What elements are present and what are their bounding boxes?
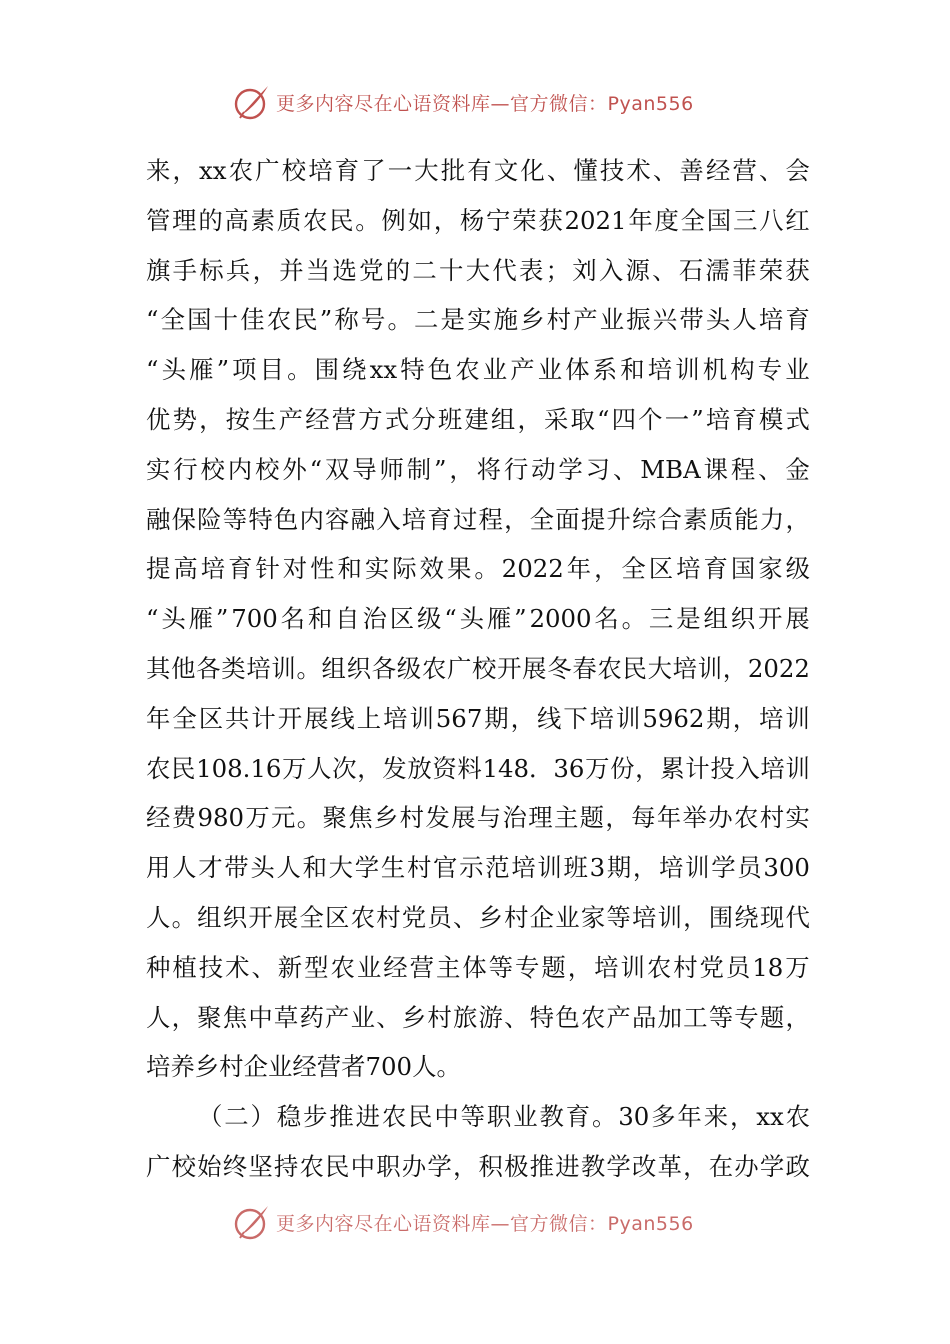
document-body xyxy=(146,146,810,1192)
text-line: 培养乡村企业经营者700人。 xyxy=(146,1052,461,1082)
watermark-footer xyxy=(232,1202,694,1242)
text-line: 实 行 校 内 校 外 “ 双 导 师 制 ” ， 将 行 动 学 习 、 MBA 课 程 、 金 xyxy=(146,454,810,484)
text-line: 融 保 险 等 特 色 内 容 融 入 培 育 过 程 ， 全 面 提 升 综 合 素 质 能 力 ， xyxy=(146,504,810,534)
text-line: 经 费 980 万 元 。 聚 焦 乡 村 发 展 与 治 理 主 题 ， 每 年 举 办 农 村 实 xyxy=(146,803,810,833)
text-line: 种 植 技 术 、 新 型 农 业 经 营 主 体 等 专 题 ， 培 训 农 村 党 员 18 万 xyxy=(146,952,810,982)
text-line: 用 人 才 带 头 人 和 大 学 生 村 官 示 范 培 训 班 3 期 ， 培 训 学 员 300 xyxy=(146,853,810,883)
text-line: 年 全 区 共 计 开 展 线 上 培 训 567 期 ， 线 下 培 训 5962 期 ， 培 训 xyxy=(146,703,810,733)
text-line: 来 ， xx 农 广 校 培 育 了 一 大 批 有 文 化 、 懂 技 术 、 善 经 营 、 会 xyxy=(146,156,810,185)
watermark-text: 更多内容尽在心语资料库—官方微信：Pyan556 xyxy=(276,1212,694,1235)
text-line: 人 ， 聚 焦 中 草 药 产 业 、 乡 村 旅 游 、 特 色 农 产 品 加 工 等 专 题 ， xyxy=(146,1002,810,1032)
text-line: 管 理 的 高 素 质 农 民 。 例 如 ， 杨 宁 荣 获 2021 年 度 全 国 三 八 红 xyxy=(146,205,810,235)
text-line: 农 民 108.16 万 人 次 ， 发 放 资 料 148．36 万 份 ， 累 计 投 入 培 训 xyxy=(146,753,810,783)
text-line: 其 他 各 类 培 训 。 组 织 各 级 农 广 校 开 展 冬 春 农 民 大 培 训 ， 2022 xyxy=(146,653,810,683)
text-line: “ 头 雁 ” 项 目 。 围 绕 xx 特 色 农 业 产 业 体 系 和 培 训 机 构 专 业 xyxy=(146,355,810,385)
watermark-header xyxy=(232,82,694,122)
quill-pen-logo-icon xyxy=(232,82,272,122)
text-line: “ 全 国 十 佳 农 民 ” 称 号 。 二 是 实 施 乡 村 产 业 振 兴 带 头 人 培 育 xyxy=(146,305,810,335)
text-line: 提 高 培 育 针 对 性 和 实 际 效 果 。 2022 年 ， 全 区 培 育 国 家 级 xyxy=(146,554,810,584)
text-line: 人 。 组 织 开 展 全 区 农 村 党 员 、 乡 村 企 业 家 等 培 训 ， 围 绕 现 代 xyxy=(146,902,810,932)
text-line: （ 二 ） 稳 步 推 进 农 民 中 等 职 业 教 育 。 30 多 年 来 ， xx 农 xyxy=(198,1102,810,1132)
text-line: 旗 手 标 兵 ， 并 当 选 党 的 二 十 大 代 表 ； 刘 入 源 、 石 濡 菲 荣 获 xyxy=(146,255,810,285)
text-line: 广 校 始 终 坚 持 农 民 中 职 办 学 ， 积 极 推 进 教 学 改 革 ， 在 办 学 政 xyxy=(146,1151,810,1181)
text-line: 优 势 ， 按 生 产 经 营 方 式 分 班 建 组 ， 采 取 “ 四 个 一 ” 培 育 模 式 xyxy=(146,404,810,434)
text-line: “ 头 雁 ” 700 名 和 自 治 区 级 “ 头 雁 ” 2000 名 。 三 是 组 织 开 展 xyxy=(146,604,810,634)
quill-pen-logo-icon xyxy=(232,1202,272,1242)
watermark-text: 更多内容尽在心语资料库—官方微信：Pyan556 xyxy=(276,92,694,115)
